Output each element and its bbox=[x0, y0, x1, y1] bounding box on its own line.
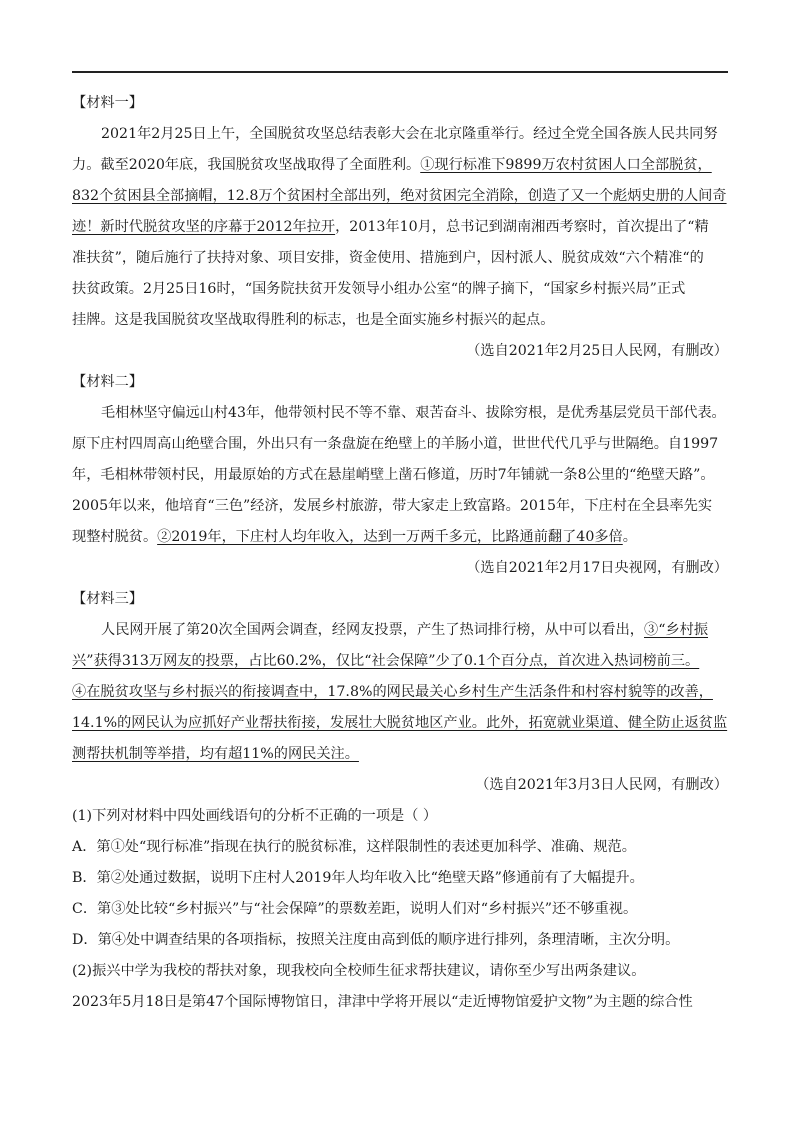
material-1-source: （选自2021年2月25日人民网，有删改） bbox=[466, 343, 728, 359]
material-1-line: 2021年2月25日上午，全国脱贫攻坚总结表彰大会在北京隆重举行。经过全党全国各族人民共同努 bbox=[101, 126, 718, 142]
material-2-source: （选自2021年2月17日央视网，有删改） bbox=[466, 560, 728, 576]
header-rule bbox=[72, 71, 728, 73]
material-2-line: 毛相林坚守偏远山村43年，他带领村民不等不靠、艰苦奋斗、拔除穷根，是优秀基层党员干部代表。 bbox=[101, 405, 726, 421]
material-1-text: 力。截至2020年底，我国脱贫攻坚战取得了全面胜利。 bbox=[72, 157, 421, 173]
material-2-text: 现整村脱贫。 bbox=[72, 529, 158, 545]
material-3-source: （选自2021年3月3日人民网，有删改） bbox=[475, 777, 728, 793]
underlined-sentence-3: 兴”获得313万网友的投票，占比60.2%，仅比“社会保障”少了0.1个百分点，首次进入热词榜前三。 bbox=[72, 653, 700, 669]
material-1-heading: 【材料一】 bbox=[72, 95, 143, 111]
option-c: C．第③处比较“乡村振兴”与“社会保障”的票数差距，说明人们对“乡村振兴”还不够重视。 bbox=[72, 901, 638, 917]
underlined-sentence-4: ④在脱贫攻坚与乡村振兴的衔接调查中，17.8%的网民最关心乡村生产生活条件和村容村貌等的改善， bbox=[72, 684, 713, 700]
underlined-sentence-2: ②2019年，下庄村人均年收入，达到一万两千多元，比路通前翻了40多倍 bbox=[157, 529, 623, 545]
question-1: (1)下列对材料中四处画线语句的分析不正确的一项是（ ） bbox=[72, 808, 438, 824]
underlined-sentence-3: ③“乡村振 bbox=[644, 622, 709, 638]
material-3-line bbox=[72, 708, 728, 739]
material-1-line bbox=[72, 212, 728, 243]
material-3-line bbox=[72, 677, 728, 708]
option-a: A．第①处“现行标准”指现在执行的脱贫标准，这样限制性的表述更加科学、准确、规范。 bbox=[72, 839, 636, 855]
material-1-line bbox=[72, 181, 728, 212]
underlined-sentence-4: 测帮扶机制等举措，均有超11%的网民关注。 bbox=[72, 746, 359, 762]
underlined-sentence-1: 迹！新时代脱贫攻坚的序幕于2012年拉开 bbox=[72, 219, 336, 235]
option-b: B．第②处通过数据，说明下庄村人2019年人均年收入比“绝壁天路”修通前有了大幅提升。 bbox=[72, 870, 644, 886]
next-question-intro: 2023年5月18日是第47个国际博物馆日，津津中学将开展以“走近博物馆爱护文物”为主题的综合性 bbox=[72, 994, 693, 1010]
material-3-line bbox=[72, 646, 728, 677]
material-2-text: 。 bbox=[622, 529, 637, 545]
material-2-line: 年，毛相林带领村民，用最原始的方式在悬崖峭壁上凿石修道，历时7年铺就一条8公里的“绝壁天路”。 bbox=[72, 467, 715, 483]
underlined-sentence-4: 14.1%的网民认为应抓好产业帮扶衔接，发展壮大脱贫地区产业。此外，拓宽就业渠道、健全防止返贫监 bbox=[72, 715, 728, 731]
underlined-sentence-1: 832个贫困县全部摘帽，12.8万个贫困村全部出列，绝对贫困完全消除，创造了又一个彪炳史册的人间奇 bbox=[72, 188, 727, 204]
material-3-text: 人民网开展了第20次全国两会调查，经网友投票，产生了热词排行榜，从中可以看出， bbox=[101, 622, 644, 638]
material-1-line: 准扶贫”，随后施行了扶持对象、项目安排，资金使用、措施到户，因村派人、脱贫成效“六个精准“的 bbox=[72, 250, 704, 266]
material-2-line: 2005年以来，他培育“三色”经济，发展乡村旅游，带大家走上致富路。2015年，下庄村在全县率先实 bbox=[72, 498, 713, 514]
material-2-line: 原下庄村四周高山绝壁合围，外出只有一条盘旋在绝壁上的羊肠小道，世世代代几乎与世隔绝。自1997 bbox=[72, 436, 719, 452]
material-1-line: 扶贫政策。2月25日16时，“国务院扶贫开发领导小组办公室“的牌子摘下，“国家乡村振兴局”正式 bbox=[72, 281, 686, 297]
material-3-heading: 【材料三】 bbox=[72, 591, 143, 607]
material-3-line bbox=[72, 615, 728, 646]
material-2-line bbox=[72, 522, 728, 553]
document-body bbox=[72, 88, 728, 1018]
underlined-sentence-1: ①现行标准下9899万农村贫困人口全部脱贫， bbox=[420, 157, 712, 173]
material-2-heading: 【材料二】 bbox=[72, 374, 143, 390]
material-1-line: 挂牌。这是我国脱贫攻坚战取得胜利的标志，也是全面实施乡村振兴的起点。 bbox=[72, 312, 555, 328]
material-1-line bbox=[72, 150, 728, 181]
question-2: (2)振兴中学为我校的帮扶对象，现我校向全校师生征求帮扶建议，请你至少写出两条建议。 bbox=[72, 963, 646, 979]
material-3-line bbox=[72, 739, 728, 770]
material-1-text: ，2013年10月，总书记到湖南湘西考察时，首次提出了“精 bbox=[335, 219, 709, 235]
option-d: D．第④处中调查结果的各项指标，按照关注度由高到低的顺序进行排列，条理清晰，主次分明。 bbox=[72, 932, 680, 948]
